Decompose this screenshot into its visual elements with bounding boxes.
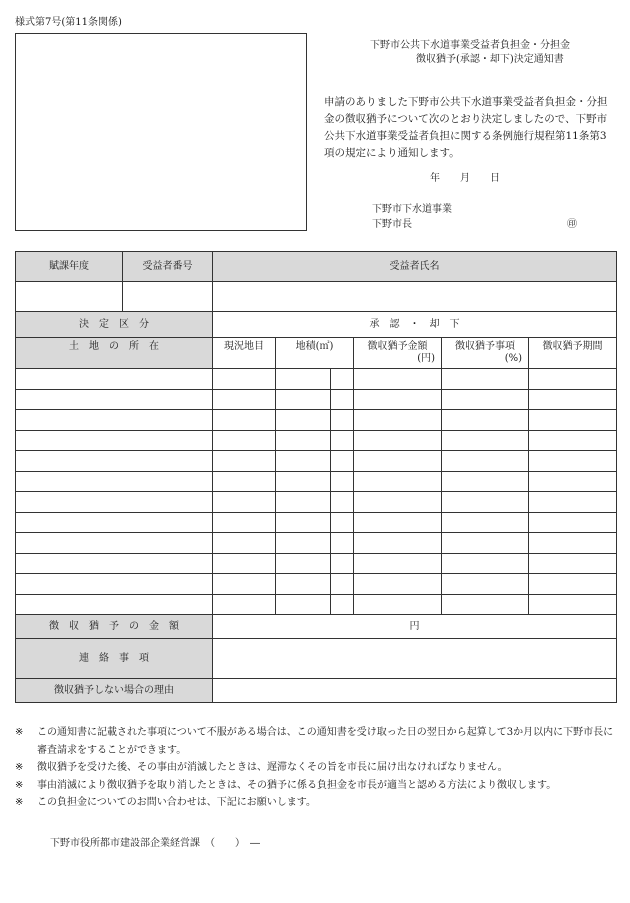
land-row xyxy=(16,451,617,472)
issuer-line2: 下野市長 xyxy=(372,219,412,230)
date-line: 年 月 日 xyxy=(430,173,500,184)
land-cell xyxy=(529,533,617,554)
land-cell xyxy=(276,533,331,554)
note-item xyxy=(15,794,616,812)
land-row xyxy=(16,533,617,554)
land-cell xyxy=(331,533,354,554)
deferral-item-label: 徴収猶予事項 xyxy=(455,341,515,352)
document-title-line1: 下野市公共下水道事業受益者負担金・分担金 xyxy=(370,40,570,51)
land-cell xyxy=(331,512,354,533)
land-cell xyxy=(16,574,213,595)
land-cell xyxy=(276,471,331,492)
land-cell xyxy=(276,512,331,533)
land-cell xyxy=(529,492,617,513)
land-cell xyxy=(16,471,213,492)
decision-label: 決 定 区 分 xyxy=(16,312,213,338)
land-cell xyxy=(442,369,529,390)
address-box xyxy=(15,33,307,231)
main-table xyxy=(15,251,617,703)
land-cell xyxy=(442,553,529,574)
land-cell xyxy=(354,389,442,410)
land-cell xyxy=(213,512,276,533)
header-current-land-use: 現況地目 xyxy=(213,338,276,369)
land-cell xyxy=(529,410,617,431)
note-mark: ※ xyxy=(15,779,24,791)
contact-notes-cell xyxy=(213,639,617,679)
land-cell xyxy=(442,512,529,533)
land-cell xyxy=(213,492,276,513)
land-cell xyxy=(354,553,442,574)
land-cell xyxy=(16,553,213,574)
land-cell xyxy=(442,410,529,431)
land-cell xyxy=(331,389,354,410)
land-cell xyxy=(442,574,529,595)
land-cell xyxy=(16,594,213,615)
form-number: 様式第7号(第11条関係) xyxy=(15,17,122,28)
note-text: 事由消滅により徴収猶予を取り消したときは、その猶予に係る負担金を市長が適当と認める方法により徴収します。 xyxy=(37,779,557,791)
land-cell xyxy=(354,512,442,533)
intro-text: 申請のありました下野市公共下水道事業受益者負担金・分担金の徴収猶予について次のとおり決定しましたので、下野市公共下水道事業受益者負担に関する条例施行規程第11条第3項の規定により通知します。 xyxy=(324,96,608,159)
land-cell xyxy=(354,430,442,451)
land-cell xyxy=(213,389,276,410)
land-cell xyxy=(354,594,442,615)
land-cell xyxy=(16,451,213,472)
land-cell xyxy=(529,553,617,574)
land-cell xyxy=(529,594,617,615)
land-cell xyxy=(16,533,213,554)
land-cell xyxy=(331,430,354,451)
land-cell xyxy=(354,492,442,513)
header-deferral-amount xyxy=(354,338,442,369)
land-row xyxy=(16,389,617,410)
land-cell xyxy=(331,553,354,574)
header-beneficiary-number: 受益者番号 xyxy=(123,252,213,282)
note-item xyxy=(15,759,616,777)
header-land-location: 土 地 の 所 在 xyxy=(16,338,213,369)
land-row xyxy=(16,471,617,492)
land-cell xyxy=(529,369,617,390)
note-text: この通知書に記載された事項について不服がある場合は、この通知書を受け取った日の翌日から起算して3か月以内に下野市長に審査請求をすることができます。 xyxy=(37,727,614,756)
note-mark: ※ xyxy=(15,727,24,738)
note-text: 徴収猶予を受けた後、その事由が消滅したときは、遅滞なくその旨を市長に届け出なければなりません。 xyxy=(37,762,508,773)
land-cell xyxy=(16,389,213,410)
total-amount-unit: 円 xyxy=(213,615,617,639)
land-cell xyxy=(529,512,617,533)
land-cell xyxy=(16,492,213,513)
land-cell xyxy=(442,594,529,615)
land-cell xyxy=(213,451,276,472)
header-deferral-item xyxy=(442,338,529,369)
land-cell xyxy=(213,574,276,595)
beneficiary-number-cell xyxy=(123,282,213,312)
land-row xyxy=(16,492,617,513)
land-cell xyxy=(276,574,331,595)
land-row xyxy=(16,553,617,574)
note-mark: ※ xyxy=(15,762,24,773)
land-cell xyxy=(331,471,354,492)
land-cell xyxy=(16,512,213,533)
header-beneficiary-name: 受益者氏名 xyxy=(213,252,617,282)
land-cell xyxy=(331,574,354,595)
land-cell xyxy=(213,553,276,574)
land-cell xyxy=(354,533,442,554)
land-cell xyxy=(331,492,354,513)
land-cell xyxy=(16,410,213,431)
land-cell xyxy=(331,451,354,472)
deferral-amount-unit: (円) xyxy=(417,353,435,364)
beneficiary-name-cell xyxy=(213,282,617,312)
land-cell xyxy=(213,430,276,451)
land-cell xyxy=(529,430,617,451)
header-fiscal-year: 賦課年度 xyxy=(16,252,123,282)
land-cell xyxy=(354,574,442,595)
non-deferral-reason-label: 徴収猶予しない場合の理由 xyxy=(16,679,213,703)
land-cell xyxy=(442,533,529,554)
land-cell xyxy=(529,451,617,472)
land-cell xyxy=(276,389,331,410)
land-cell xyxy=(529,389,617,410)
land-cell xyxy=(213,533,276,554)
land-cell xyxy=(331,369,354,390)
deferral-amount-label: 徴収猶予金額 xyxy=(367,341,428,352)
land-cell xyxy=(331,410,354,431)
land-cell xyxy=(213,410,276,431)
deferral-item-unit: (%) xyxy=(504,353,522,364)
land-cell xyxy=(213,471,276,492)
land-cell xyxy=(331,594,354,615)
contact-notes-label: 連 絡 事 項 xyxy=(16,639,213,679)
land-row xyxy=(16,574,617,595)
land-cell xyxy=(442,389,529,410)
land-cell xyxy=(213,369,276,390)
note-mark: ※ xyxy=(15,797,24,808)
land-cell xyxy=(354,369,442,390)
seal-mark: ㊞ xyxy=(567,219,577,230)
land-row xyxy=(16,594,617,615)
decision-value: 承 認 ・ 却 下 xyxy=(213,312,617,338)
land-cell xyxy=(354,410,442,431)
land-cell xyxy=(276,492,331,513)
land-cell xyxy=(442,451,529,472)
note-item xyxy=(15,724,616,759)
land-cell xyxy=(442,492,529,513)
land-cell xyxy=(354,451,442,472)
header-deferral-period: 徴収猶予期間 xyxy=(529,338,617,369)
land-cell xyxy=(354,471,442,492)
land-cell xyxy=(276,430,331,451)
contact-info: 下野市役所都市建設部企業経営課 （ ） ― xyxy=(50,838,260,849)
land-row xyxy=(16,369,617,390)
land-row xyxy=(16,410,617,431)
notes-section xyxy=(15,724,616,812)
land-cell xyxy=(276,553,331,574)
land-cell xyxy=(276,369,331,390)
land-row xyxy=(16,430,617,451)
land-cell xyxy=(276,410,331,431)
land-cell xyxy=(442,471,529,492)
land-row xyxy=(16,512,617,533)
land-cell xyxy=(16,369,213,390)
land-cell xyxy=(16,430,213,451)
land-cell xyxy=(442,430,529,451)
issuer-line1: 下野市下水道事業 xyxy=(372,204,452,215)
land-cell xyxy=(529,471,617,492)
land-cell xyxy=(276,594,331,615)
document-title-line2: 徴収猶予(承認・却下)決定通知書 xyxy=(416,54,564,65)
total-amount-label: 徴 収 猶 予 の 金 額 xyxy=(16,615,213,639)
non-deferral-reason-cell xyxy=(213,679,617,703)
note-text: この負担金についてのお問い合わせは、下記にお願いします。 xyxy=(37,797,316,808)
fiscal-year-cell xyxy=(16,282,123,312)
header-area: 地積(㎡) xyxy=(276,338,354,369)
land-cell xyxy=(276,451,331,472)
land-cell xyxy=(529,574,617,595)
land-cell xyxy=(213,594,276,615)
note-item xyxy=(15,777,616,795)
